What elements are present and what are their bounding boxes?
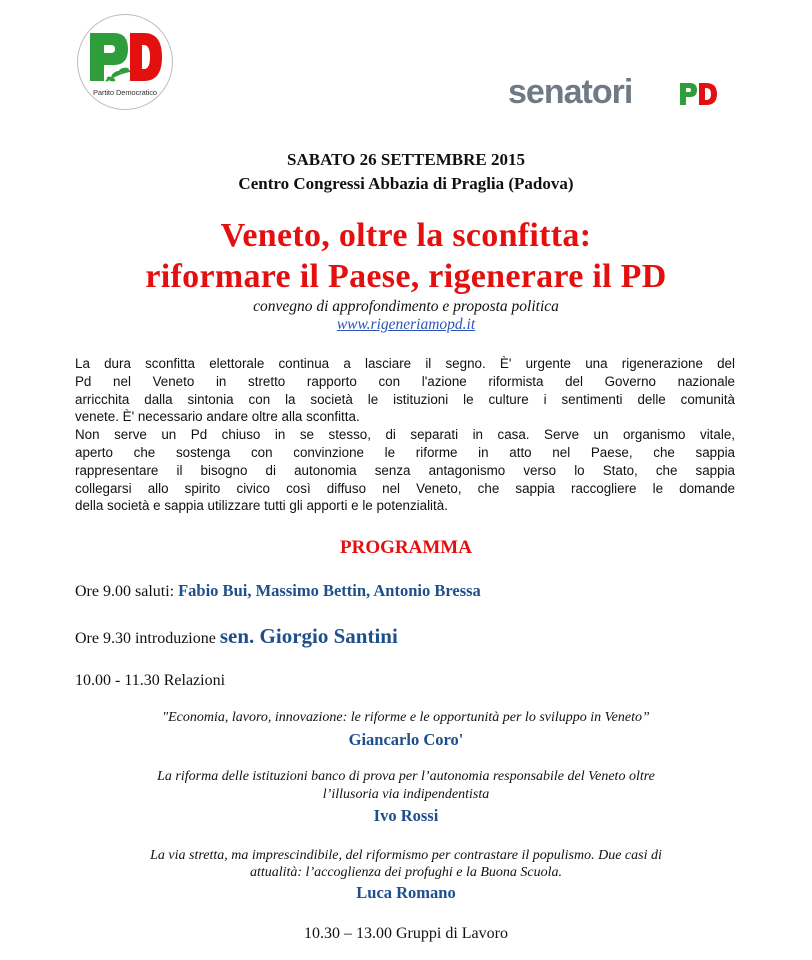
pd-logo-caption: Partito Democratico [93, 88, 157, 97]
talk-2-title-line-1: La riforma delle istituzioni banco di prova per l’autonomia responsabile del Veneto oltre [157, 769, 655, 784]
pd-party-logo [77, 14, 173, 110]
intro-line: venete. È' necessario andare oltre alla sconfitta. [75, 409, 360, 425]
intro-line: arricchita dalla sintonia con la società le istituzioni le culture i sentimenti delle comunità [75, 391, 735, 407]
talk-1-speaker: Giancarlo Coro' [348, 730, 464, 749]
introduction-speaker: sen. Giorgio Santini [219, 624, 398, 648]
intro-line: della società e sappia utilizzare tutti gli apporti e le potenzialità. [75, 498, 448, 514]
introduction-time: Ore 9.30 introduzione [75, 630, 220, 647]
intro-line: Pd nel Veneto in stretto rapporto con l'azione riformista del Governo nazionale [75, 373, 735, 389]
program-item-greetings [75, 581, 481, 601]
senatori-pd-mark [679, 82, 719, 106]
event-venue: Centro Congressi Abbazia di Praglia (Padova) [238, 174, 574, 193]
intro-line: aperto che sostenga con convinzione le riforme in atto nel Paese, che sappia [75, 444, 735, 460]
intro-line: La dura sconfitta elettorale continua a lasciare il segno. È' urgente una rigenerazione del [75, 356, 735, 371]
greetings-speakers: Fabio Bui, Massimo Bettin, Antonio Bressa [178, 581, 481, 600]
intro-line: collegarsi allo spirito civico così diffuso nel Veneto, che sappia raccogliere le domande [75, 480, 735, 496]
program-item-working-groups: 10.30 – 13.00 Gruppi di Lavoro [304, 925, 508, 942]
title-line-1: Veneto, oltre la sconfitta: [220, 217, 592, 254]
website-link[interactable]: www.rigeneriamopd.it [336, 316, 476, 333]
subtitle: convegno di approfondimento e proposta politica [253, 298, 559, 315]
intro-text [75, 355, 735, 515]
title-line-2: riformare il Paese, rigenerare il PD [145, 258, 667, 295]
talk-3-title-line-1: La via stretta, ma imprescindibile, del riformismo per contrastare il populismo. Due casi di [150, 848, 662, 863]
program-item-introduction [75, 624, 398, 649]
senatori-wordmark: senatori [508, 73, 633, 111]
greetings-time: Ore 9.00 saluti: [75, 583, 179, 600]
intro-line: Non serve un Pd chiuso in se stesso, di separati in casa. Serve un organismo vitale, [75, 427, 735, 443]
talk-1-title: "Economia, lavoro, innovazione: le riforme e le opportunità per lo sviluppo in Veneto” [162, 710, 650, 725]
talk-3-speaker: Luca Romano [356, 883, 456, 902]
talk-2-title-line-2: l’illusoria via indipendentista [322, 787, 490, 802]
event-date: SABATO 26 SETTEMBRE 2015 [287, 150, 525, 169]
program-item-reports: 10.00 - 11.30 Relazioni [75, 672, 226, 689]
program-title: PROGRAMMA [340, 537, 472, 558]
talk-2-speaker: Ivo Rossi [373, 806, 439, 825]
intro-line: rappresentare il bisogno di autonomia senza antagonismo verso lo Stato, che sappia [75, 462, 735, 478]
talk-3-title-line-2: attualità: l’accoglienza dei profughi e la Buona Scuola. [249, 865, 563, 880]
